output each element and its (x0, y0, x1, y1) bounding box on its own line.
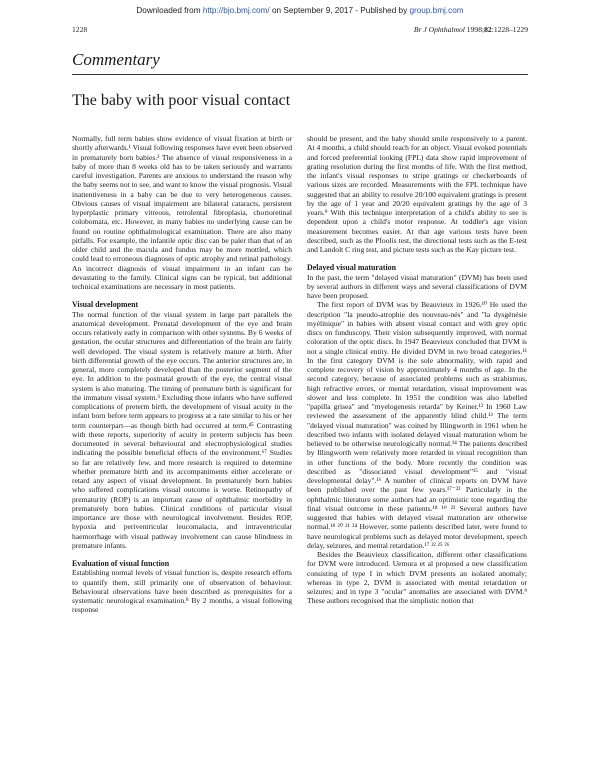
paragraph: In the past, the term "delayed visual maturation" (DVM) has been used by several authors in different ways and several classifications of DVM have been proposed. (307, 272, 527, 301)
paragraph: Normally, full term babies show evidence of visual fixation at birth or shortly afterwards.¹ Visual following responses have even been observed in prematurely born babies.² The absence of visual responsiveness in a baby of more than 8 weeks old has to be taken seriously and warrants careful investigation. Parents are anxious to understand the reason why the baby seems not to see, and want to know the visual prognosis. Visual inattentiveness in a baby can be due to very heterogeneous causes. Obvious causes of visual impairment are bilateral cataracts, persistent hyperplastic primary vitreous, retrolental fibroplasia, chorioretinal colobomata, etc. However, in many babies no underlying cause can be found on routine ophthalmological examination. There are also many pitfalls. For example, the infantile optic disc can be paler than that of an older child and the macula and fundus may be more mottled, which could lead to erroneous diagnoses of optic atrophy and retinal pathology. An incorrect diagnosis of visual impairment in an infant can be devastating to the family. Clinical signs can be typical, but additional technical examinations are necessary in most patients. (72, 134, 292, 291)
source-link[interactable]: http://bjo.bmj.com/ (202, 6, 270, 15)
journal-name: Br J Ophthalmol (413, 25, 465, 34)
publisher-link[interactable]: group.bmj.com (409, 6, 464, 15)
paragraph: should be present, and the baby should smile responsively to a parent. At 4 months, a child should reach for an object. Visual evoked potentials and forced preferential looking (FPL) data show rapid improvement of grating resolution during the first months of life. With the first method, the infant's visual responses to stripe gratings or checkerboards of various sizes are recorded. Measurements with the FPL technique have suggested that an ability to resolve 20/100 equivalent gratings is present by the age of 1 year and 20/20 equivalent gratings by the age of 3 years.⁹ With this technique interpretation of a child's ability to see is dependent upon a child's motor response. At toddler's age vision measurement becomes easier. At that age various tests have been described, such as the Pfoolis test, the directional tests such as the E-test and Landolt C ring test, and picture tests such as the Kay picture test. (307, 134, 527, 254)
section-label: Commentary (72, 50, 160, 69)
banner-prefix: Downloaded from (136, 6, 201, 15)
citation-year: 1998; (466, 25, 485, 34)
paragraph: Establishing normal levels of visual function is, despite research efforts to quantify them, still primarily one of observation of behaviour. Behavioural observations have been described as prerequisites for a systematic neurological examination.⁸ By 2 months, a visual following response (72, 568, 292, 615)
citation-volume: 82 (484, 25, 492, 34)
article-title: The baby with poor visual contact (72, 92, 291, 109)
page-number: 1228 (72, 25, 88, 34)
section-divider (72, 74, 528, 75)
citation-pages: :1228–1229 (491, 25, 528, 34)
journal-citation (414, 25, 528, 34)
section-heading: Evaluation of visual function (72, 559, 170, 569)
paragraph: Besides the Beauvieux classification, different other classifications for DVM were introduced. Uemura et al proposed a new classification consisting of type I in which DVM presents an isolated anomaly; whereas in type 2, DVM is associated with mental retardation or seizures; and in type 3 "ocular" anomalies are associated with DVM.⁹ These authors recognised that the simplistic notion that (307, 550, 527, 606)
banner-middle: on September 9, 2017 - Published by (272, 6, 408, 15)
section-heading: Delayed visual maturation (307, 263, 396, 273)
left-column (72, 134, 292, 615)
paragraph: The first report of DVM was by Beauvieux in 1926.¹⁰ He used the description "la pseudo-atrophie des nouveau-nés" and "la dysgénésie myélinique" in babies with absent visual contact and with grey optic discs on funduscopy. Their vision subsequently improved, with normal coloration of the optic discs. In 1947 Beauvieux concluded that DVM is not a single clinical entity. He divided DVM in two broad categories.¹¹ In the first category DVM is the sole abnormality, with rapid and complete recovery of vision by approximately 4 months of age. In the second category, because of associated problems such as strabismus, high refractive errors, or mental retardation, visual improvement was slower and less complete. In 1951 the condition was also labelled "papilla grisea" and "myelogenesis retarda" by Keiner.¹² In 1960 Law reviewed the assessment of the apparently blind child.¹³ The term "delayed visual maturation" was coined by Illingworth in 1961 when he described two infants with isolated delayed visual maturation whom he believed to be otherwise neurologically normal.¹⁴ The patients described by Illingworth were relatively more retarded in visual recognition than in other functions of the body. More recently the condition was described as "dissociated visual development"¹⁵ and "visual developmental delay".¹⁶ A number of clinical reports on DVM have been published over the past few years.¹⁷⁻²² Particularly in the ophthalmic literature some authors had an optimistic tone regarding the final visual outcome in these patients.¹⁸ ¹⁹ ²³ Several authors have suggested that babies with delayed visual maturation are otherwise normal.¹⁸ ²⁰ ²¹ ²⁴ However, some patients described later, were found to have neurological problems such as delayed motor development, speech delay, seizures, and mental retardation.¹⁷ ²² ²⁵ ²⁶ (307, 300, 527, 550)
paragraph: The normal function of the visual system in large part parallels the anatomical development. Prenatal development of the eye and brain occurs relatively early in comparison with other systems. By 6 weeks of gestation, the ocular structures and differentiation of the brain are fairly well developed. The visual system is relatively mature at birth. After birth differential growth of the eye occurs. The anterior structures are, in general, more completely developed than the posterior segment of the eye. In addition to the postnatal growth of the eye, the central visual system is also maturing. The timing of premature birth is significant for the immature visual system.³ Excluding those infants who have suffered complications of preterm birth, the development of visual acuity in the infant born before term appears to progress at a rate similar to his or her term counterpart—as though birth had occurred at term.⁴⁵ Contrasting with these reports, superiority of acuity in preterm subjects has been documented in several behavioural and electrophysiological studies indicating the possible beneficial effects of the environment.⁶⁷ Studies so far are relatively few, and more research is required to determine whether premature birth and its accompaniments either accelerate or retard any aspect of visual development. In prematurely born babies who suffered complications visual outcome is worse. Retinopathy of prematurity (ROP) is an important cause of ophthalmic morbidity in prematurely born babies. Clinical conditions of particular visual importance are those with neurological involvement. Besides ROP, hypoxia and periventricular leucomalacia, and intraventricular haemorrhage with visual pathway involvement can cause blindness in premature infants. (72, 309, 292, 550)
download-banner (0, 6, 600, 15)
section-heading: Visual development (72, 300, 139, 310)
right-column (307, 134, 527, 606)
